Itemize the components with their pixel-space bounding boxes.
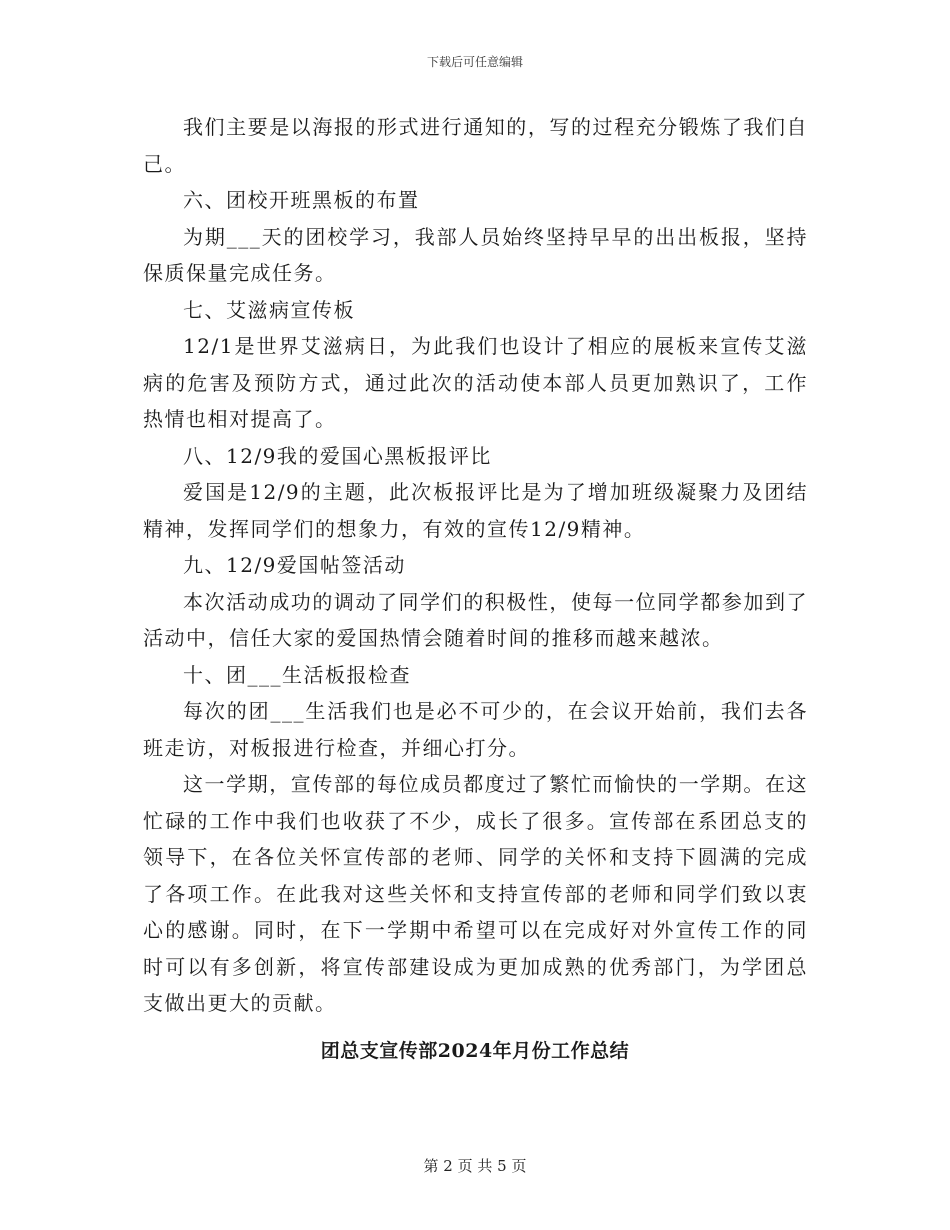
body-paragraph: 为期___天的团校学习，我部人员始终坚持早早的出出板报，坚持保质保量完成任务。 [143, 224, 808, 285]
body-paragraph: 爱国是12/9的主题，此次板报评比是为了增加班级凝聚力及团结精神，发挥同学们的想象力，有效的宣传12/9精神。 [143, 480, 808, 541]
section-heading-7: 七、艾滋病宣传板 [183, 297, 355, 322]
closing-paragraph: 这一学期，宣传部的每位成员都度过了繁忙而愉快的一学期。在这忙碌的工作中我们也收获了不少，成长了很多。宣传部在系团总支的领导下，在各位关怀宣传部的老师、同学的关怀和支持下圆满的完成了各项工作。在此我对这些关怀和支持宣传部的老师和同学们致以衷心的感谢。同时，在下一学期中希望可以在完成好对外宣传工作的同时可以有多创新，将宣传部建设成为更加成熟的优秀部门，为学团总支做出更大的贡献。 [143, 772, 808, 1015]
body-paragraph: 我们主要是以海报的形式进行通知的，写的过程充分锻炼了我们自己。 [143, 115, 808, 176]
section-heading-8: 八、12/9我的爱国心黑板报评比 [183, 443, 492, 468]
section-heading-10: 十、团___生活板报检查 [183, 662, 411, 687]
page-number: 第 2 页 共 5 页 [423, 1157, 527, 1175]
body-paragraph: 每次的团___生活我们也是必不可少的，在会议开始前，我们去各班走访，对板报进行检查，并细心打分。 [143, 699, 808, 760]
body-paragraph: 12/1是世界艾滋病日，为此我们也设计了相应的展板来宣传艾滋病的危害及预防方式，通过此次的活动使本部人员更加熟识了，工作热情也相对提高了。 [143, 334, 808, 431]
document-body [143, 109, 808, 1022]
document-title: 团总支宣传部2024年月份工作总结 [320, 1040, 630, 1062]
page-header-note: 下载后可任意编辑 [426, 55, 523, 69]
section-heading-9: 九、12/9爱国帖签活动 [183, 553, 406, 577]
section-heading-6: 六、团校开班黑板的布置 [183, 188, 420, 212]
body-paragraph: 本次活动成功的调动了同学们的积极性，使每一位同学都参加到了活动中，信任大家的爱国热情会随着时间的推移而越来越浓。 [143, 589, 808, 650]
